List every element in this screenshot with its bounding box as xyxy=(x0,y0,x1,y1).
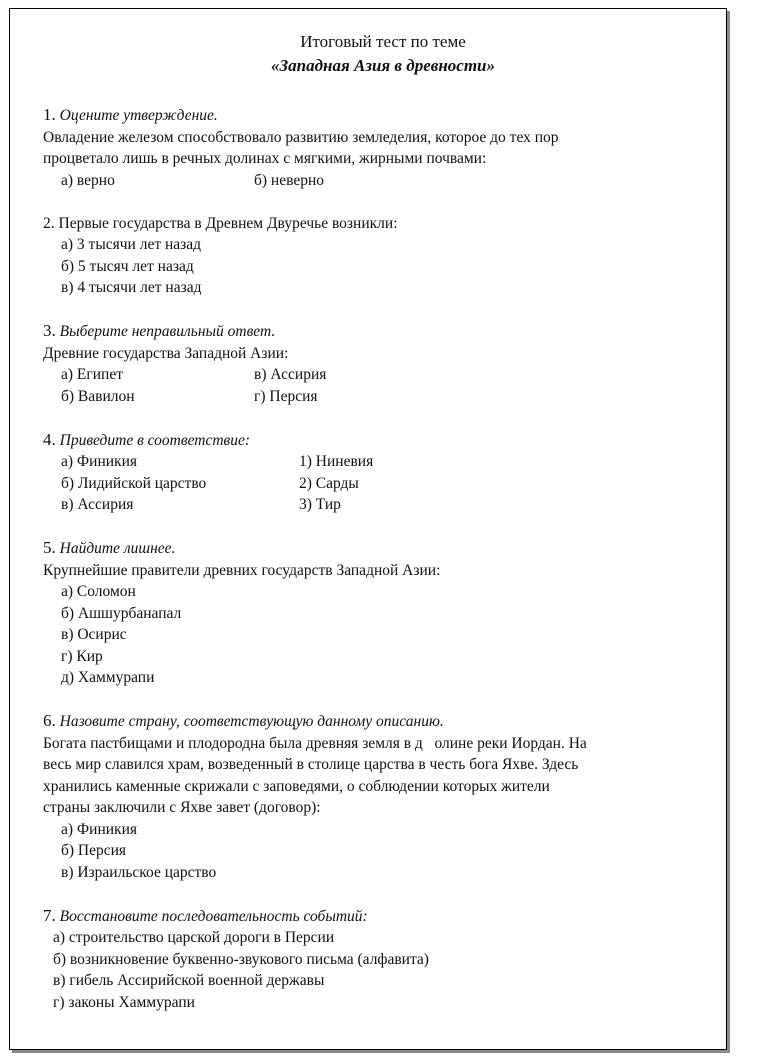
question-5 xyxy=(43,537,723,689)
question-4-left-v: в) Ассирия xyxy=(61,496,134,513)
question-1-number: 1. xyxy=(43,105,56,124)
question-5-option-a: а) Соломон xyxy=(61,583,136,600)
question-7 xyxy=(43,905,723,1014)
question-1-text-line-1: Овладение железом способствовало развитию земледелия, которое до тех пор xyxy=(43,128,559,146)
question-4-right-1: 1) Ниневия xyxy=(299,453,374,470)
question-4-right-3: 3) Тир xyxy=(299,496,341,513)
question-6-option-a: а) Финикия xyxy=(61,820,138,838)
question-3-number: 3. xyxy=(43,321,56,340)
question-1 xyxy=(43,104,723,191)
question-1-instruction: Оцените утверждение. xyxy=(59,107,218,124)
question-2-text: 2. Первые государства в Древнем Двуречье возникли: xyxy=(43,214,398,232)
question-6-number: 6. xyxy=(43,711,56,730)
question-6-text-line-3: хранились каменные скрижали с заповедями, о соблюдении которых жители xyxy=(43,777,550,795)
question-2 xyxy=(43,213,723,299)
question-4 xyxy=(43,429,723,516)
question-5-text: Крупнейшие правители древних государств Западной Азии: xyxy=(43,561,441,579)
question-6 xyxy=(43,710,723,883)
question-6-option-v: в) Израильское царство xyxy=(61,863,217,881)
page-title: Итоговый тест по теме xyxy=(300,32,466,51)
question-4-right-2: 2) Сарды xyxy=(299,474,359,492)
question-3-text: Древние государства Западной Азии: xyxy=(43,344,289,362)
question-7-instruction: Восстановите последовательность событий: xyxy=(59,907,368,925)
question-5-option-g: г) Кир xyxy=(61,647,103,665)
question-4-number: 4. xyxy=(43,429,56,449)
question-4-instruction: Приведите в соответствие: xyxy=(59,431,251,449)
question-7-option-a: а) строительство царской дороги в Персии xyxy=(53,929,335,946)
question-6-instruction: Назовите страну, соответствующую данному описанию. xyxy=(59,713,444,730)
question-6-text-line-1: Богата пастбищами и плодородна была древняя земля в д олине реки Иордан. На xyxy=(43,734,587,752)
question-7-option-g: г) законы Хаммурапи xyxy=(53,993,195,1011)
question-5-option-d: д) Хаммурапи xyxy=(61,669,155,686)
question-1-option-a: а) верно xyxy=(61,171,115,189)
question-4-left-b: б) Лидийской царство xyxy=(61,474,207,492)
question-6-text-line-2: весь мир славился храм, возведенный в столице царства в честь бога Яхве. Здесь xyxy=(43,756,579,773)
question-5-option-b: б) Ашшурбанапал xyxy=(61,604,182,622)
question-3 xyxy=(43,320,723,407)
question-3-instruction: Выберите неправильный ответ. xyxy=(59,323,276,340)
question-2-option-v: в) 4 тысячи лет назад xyxy=(61,279,202,296)
question-3-option-g: г) Персия xyxy=(254,387,318,405)
question-1-option-b: б) неверно xyxy=(254,171,324,189)
question-2-option-a: а) 3 тысячи лет назад xyxy=(61,236,202,253)
question-1-text-line-2: процветало лишь в речных долинах с мягкими, жирными почвами: xyxy=(43,150,487,167)
page-subtitle: «Западная Азия в древности» xyxy=(271,56,495,75)
question-3-option-v: в) Ассирия xyxy=(254,366,327,383)
question-3-option-b: б) Вавилон xyxy=(61,387,135,405)
question-6-option-b: б) Персия xyxy=(61,842,127,859)
question-4-left-a: а) Финикия xyxy=(61,453,138,470)
question-5-option-v: в) Осирис xyxy=(61,626,127,643)
test-page xyxy=(43,30,723,1013)
question-6-text-line-4: страны заключили с Яхве завет (договор): xyxy=(43,799,321,816)
question-2-option-b: б) 5 тысяч лет назад xyxy=(61,257,194,275)
question-5-number: 5. xyxy=(43,538,56,557)
question-7-number: 7. xyxy=(43,905,56,925)
question-7-option-b: б) возникновение буквенно-звукового письма (алфавита) xyxy=(53,950,429,968)
question-7-option-v: в) гибель Ассирийской военной державы xyxy=(53,972,325,989)
question-3-option-a: а) Египет xyxy=(61,366,123,383)
question-5-instruction: Найдите лишнее. xyxy=(59,540,176,557)
